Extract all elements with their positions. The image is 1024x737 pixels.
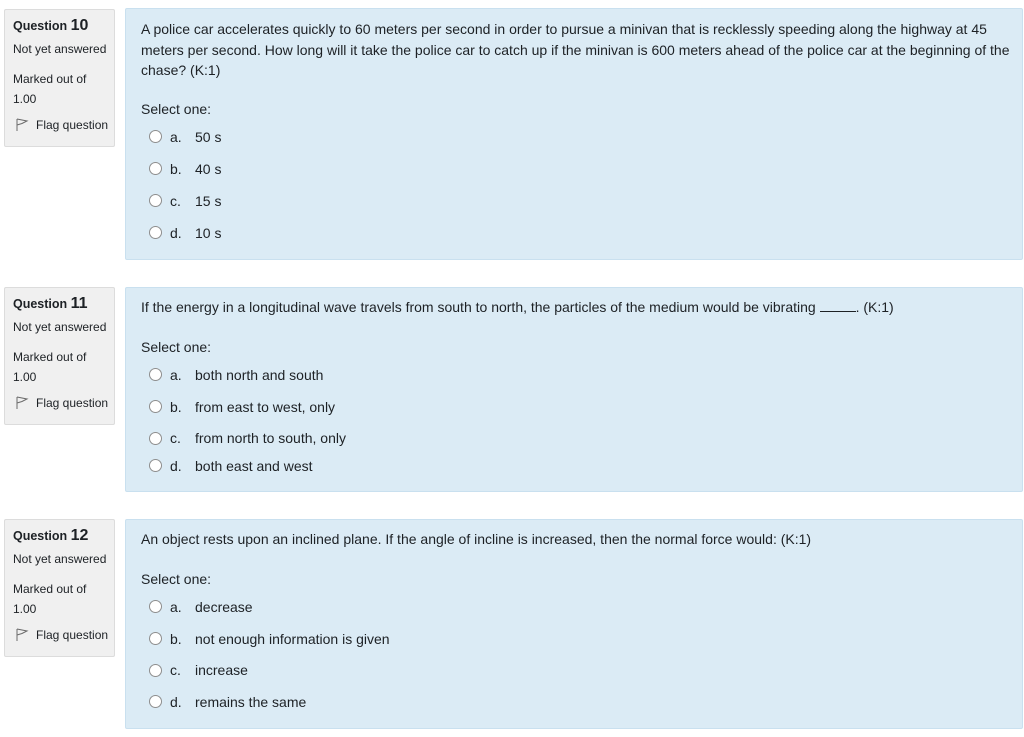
answer-options [141,359,1014,478]
radio-button[interactable] [149,664,162,677]
question-grade: Marked out of 1.00 [13,350,87,384]
question-info [4,519,115,657]
answer-option-c[interactable]: c. 15 s [141,185,1014,217]
question-content [125,519,1023,729]
question-content [125,287,1023,492]
answer-option-d[interactable]: d. both east and west [141,454,1014,478]
question-state: Not yet answered [13,552,107,566]
answer-option-d[interactable]: d. remains the same [141,686,1014,718]
select-prompt: Select one: [141,570,212,587]
select-prompt: Select one: [141,100,212,117]
flag-question-button[interactable]: Flag question [13,628,114,642]
answer-option-a[interactable]: a. both north and south [141,359,1014,391]
question-number: Question 12 [13,527,89,544]
answer-option-b[interactable]: b. from east to west, only [141,391,1014,423]
radio-button[interactable] [149,400,162,413]
answer-option-a[interactable]: a. decrease [141,591,1014,623]
radio-button[interactable] [149,632,162,645]
answer-option-d[interactable]: d. 10 s [141,217,1014,249]
question-info [4,287,115,425]
flag-question-button[interactable]: Flag question [13,118,114,132]
answer-option-a[interactable]: a. 50 s [141,121,1014,153]
flag-icon [15,628,29,642]
radio-button[interactable] [149,432,162,445]
radio-button[interactable] [149,194,162,207]
question-state: Not yet answered [13,320,107,334]
question-number: Question 10 [13,17,89,34]
select-prompt: Select one: [141,338,212,355]
question-text: An object rests upon an inclined plane. If the angle of incline is increased, then the normal force would: (K:1) [141,531,812,547]
question-text: A police car accelerates quickly to 60 meters per second in order to pursue a minivan that is recklessly speeding along the highway at 45 meters per second. How long will it take the police car to catch up if the minivan is 600 meters ahead of the police car at the beginning of the chase? (K:1) [141,21,1010,78]
flag-icon [15,118,29,132]
radio-button[interactable] [149,600,162,613]
answer-blank [820,299,856,312]
question-text: If the energy in a longitudinal wave travels from south to north, the particles of the medium would be vibrating . (K:1) [141,299,894,315]
question-grade: Marked out of 1.00 [13,582,87,616]
radio-button[interactable] [149,368,162,381]
flag-icon [15,396,29,410]
radio-button[interactable] [149,226,162,239]
question-info [4,9,115,147]
radio-button[interactable] [149,695,162,708]
radio-button[interactable] [149,162,162,175]
question-number-value: 11 [70,295,88,312]
answer-options [141,121,1014,249]
question-number-value: 12 [70,527,89,544]
question-content [125,8,1023,260]
answer-option-b[interactable]: b. not enough information is given [141,623,1014,655]
radio-button[interactable] [149,459,162,472]
answer-option-b[interactable]: b. 40 s [141,153,1014,185]
answer-options [141,591,1014,718]
radio-button[interactable] [149,130,162,143]
flag-question-button[interactable]: Flag question [13,396,114,410]
question-number-value: 10 [70,17,89,34]
question-state: Not yet answered [13,42,107,56]
answer-option-c[interactable]: c. from north to south, only [141,423,1014,454]
answer-option-c[interactable]: c. increase [141,655,1014,686]
question-grade: Marked out of 1.00 [13,72,87,106]
question-number: Question 11 [13,295,88,312]
